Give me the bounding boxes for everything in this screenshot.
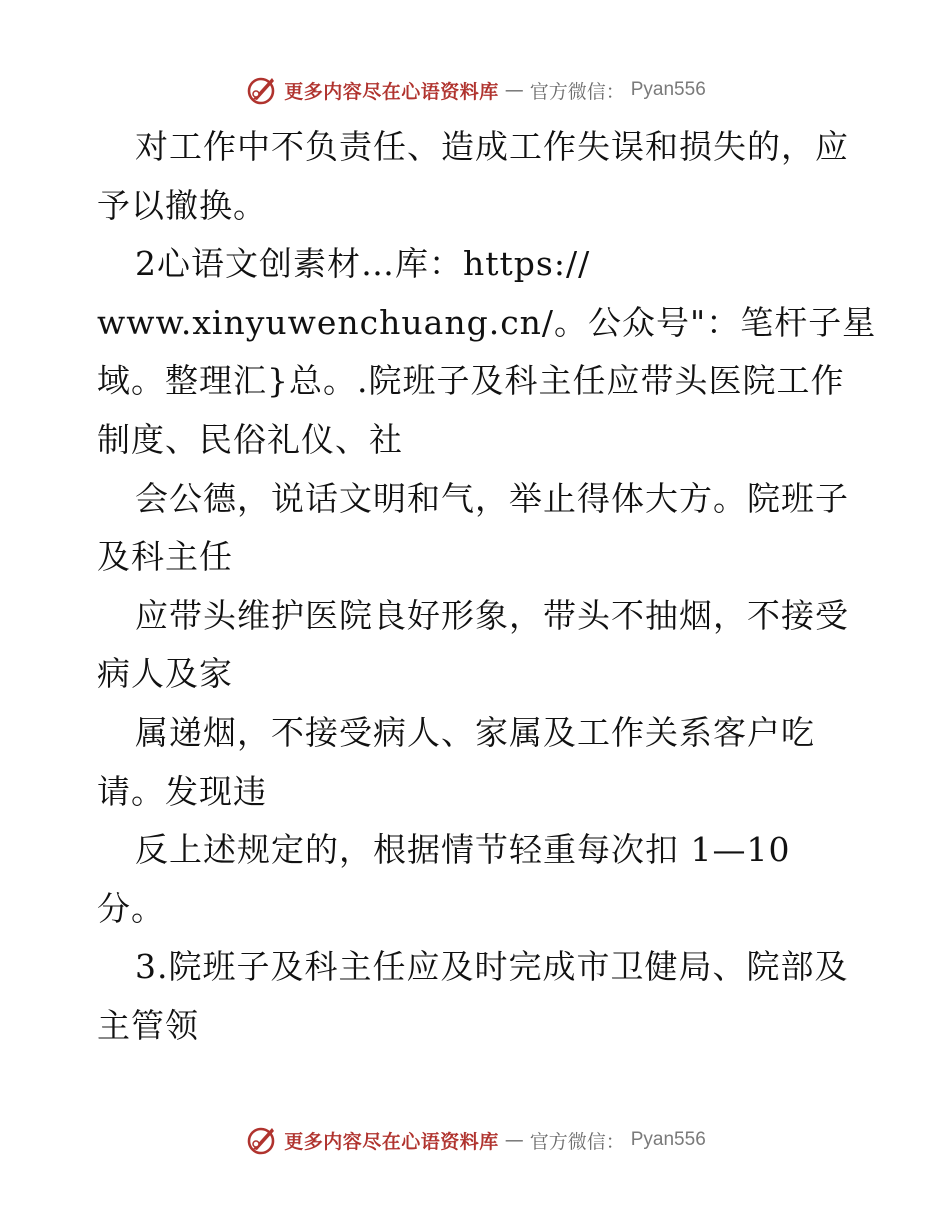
text-line: 应带头维护医院良好形象，带头不抽烟，不接受: [135, 595, 849, 635]
text-line: 病人及家: [97, 654, 233, 694]
quill-logo-icon: [244, 1123, 278, 1157]
text-line: 2心语文创素材…库：https://: [135, 244, 591, 284]
banner-wechat-id: Pyan556: [630, 1129, 706, 1150]
text-line: 主管领: [97, 1005, 199, 1045]
banner-title: 更多内容尽在心语资料库: [284, 1130, 499, 1153]
header-banner: [0, 70, 950, 110]
text-line: 属递烟，不接受病人、家属及工作关系客户吃: [135, 712, 815, 752]
text-line: 反上述规定的，根据情节轻重每次扣 1—10: [135, 830, 791, 870]
text-line: 域。整理汇}总。.院班子及科主任应带头医院工作: [97, 361, 845, 401]
text-line: 3.院班子及科主任应及时完成市卫健局、院部及: [135, 947, 849, 987]
text-line: 及科主任: [97, 537, 233, 577]
text-line: 制度、民俗礼仪、社: [97, 419, 403, 459]
banner-wechat-label: 官方微信：: [529, 1130, 625, 1153]
banner-separator: —: [504, 79, 524, 101]
text-line: www.xinyuwenchuang.cn/。公众号"：笔杆子星: [97, 302, 877, 342]
text-line: 会公德，说话文明和气，举止得体大方。院班子: [135, 478, 849, 518]
text-line: 予以撤换。: [97, 185, 267, 225]
document-body: [97, 118, 877, 1056]
text-line: 请。发现违: [97, 771, 267, 811]
banner-title: 更多内容尽在心语资料库: [284, 80, 499, 103]
banner-wechat-id: Pyan556: [630, 79, 706, 100]
text-line: 分。: [97, 888, 165, 928]
banner-separator: —: [504, 1129, 524, 1151]
footer-banner: [0, 1120, 950, 1160]
text-line: 对工作中不负责任、造成工作失误和损失的，应: [135, 127, 849, 166]
quill-logo-icon: [244, 73, 278, 107]
banner-wechat-label: 官方微信：: [529, 80, 625, 103]
